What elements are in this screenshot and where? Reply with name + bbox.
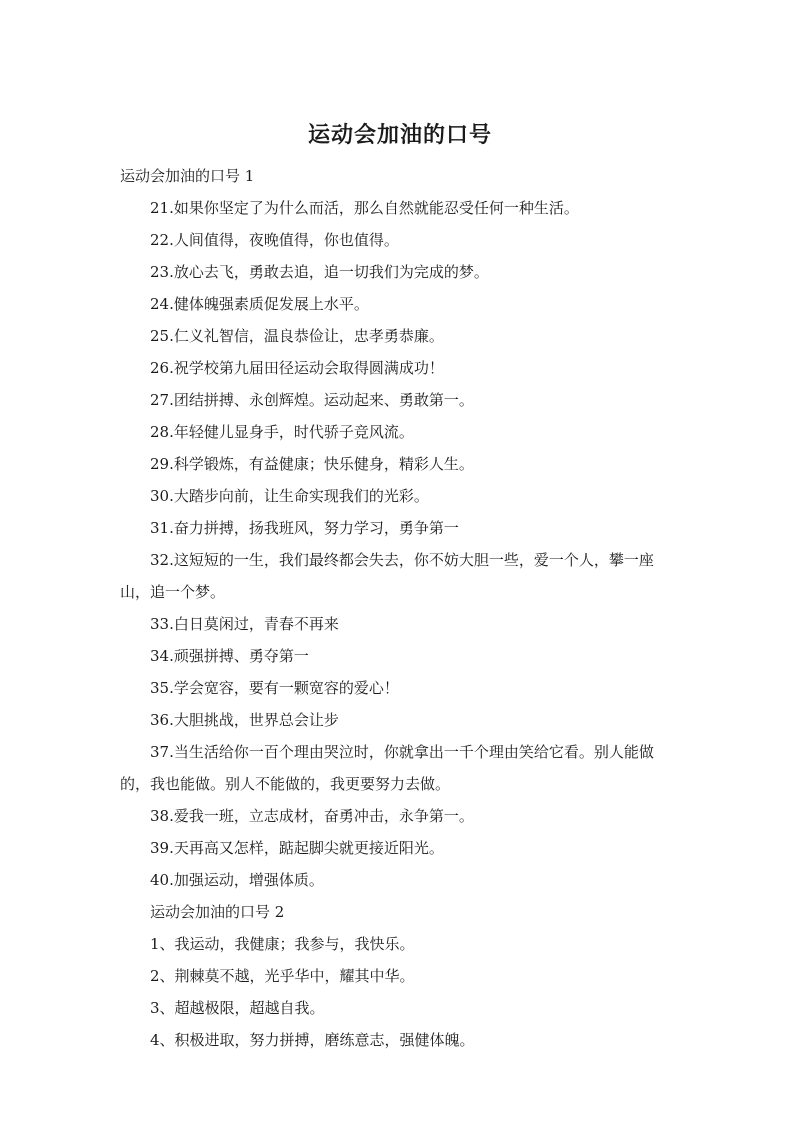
paragraph: 3、超越极限，超越自我。: [150, 999, 325, 1017]
paragraph: 34.顽强拼搏、勇夺第一: [150, 647, 309, 665]
paragraph: 24.健体魄强素质促发展上水平。: [150, 295, 369, 313]
paragraph: 38.爱我一班，立志成材，奋勇冲击，永争第一。: [150, 807, 474, 825]
paragraph: 29.科学锻炼，有益健康；快乐健身，精彩人生。: [150, 455, 474, 473]
paragraph: 36.大胆挑战，世界总会让步: [150, 711, 339, 729]
paragraph: 运动会加油的口号 1: [120, 167, 255, 185]
paragraph: 32.这短短的一生，我们最终都会失去，你不妨大胆一些，爱一个人，攀一座山，追一个梦。: [120, 551, 654, 601]
paragraph: 26.祝学校第九届田径运动会取得圆满成功！: [150, 359, 444, 377]
paragraph: 35.学会宽容，要有一颗宽容的爱心！: [150, 679, 399, 697]
paragraph: 40.加强运动，增强体质。: [150, 871, 324, 889]
document-body: [120, 160, 682, 1056]
paragraph: 运动会加油的口号 2: [150, 903, 285, 921]
paragraph: 2、荆棘莫不越，光乎华中，耀其中华。: [150, 967, 415, 985]
paragraph: 37.当生活给你一百个理由哭泣时，你就拿出一千个理由笑给它看。别人能做的，我也能做。别人不能做的，我更要努力去做。: [120, 743, 654, 793]
paragraph: 25.仁义礼智信，温良恭俭让，忠孝勇恭廉。: [150, 327, 444, 345]
paragraph: 33.白日莫闲过，青春不再来: [150, 615, 339, 633]
document-title: 运动会加油的口号: [307, 123, 492, 148]
paragraph: 30.大踏步向前，让生命实现我们的光彩。: [150, 487, 429, 505]
paragraph: 22.人间值得，夜晚值得，你也值得。: [150, 231, 399, 249]
paragraph: 39.天再高又怎样，踮起脚尖就更接近阳光。: [150, 839, 444, 857]
paragraph: 1、我运动，我健康；我参与，我快乐。: [150, 935, 415, 953]
paragraph: 21.如果你坚定了为什么而活，那么自然就能忍受任何一种生活。: [150, 199, 579, 217]
paragraph: 28.年轻健儿显身手，时代骄子竞风流。: [150, 423, 414, 441]
paragraph: 31.奋力拼搏，扬我班风，努力学习，勇争第一: [150, 519, 459, 537]
paragraph: 27.团结拼搏、永创辉煌。运动起来、勇敢第一。: [150, 391, 474, 409]
paragraph: 23.放心去飞，勇敢去追，追一切我们为完成的梦。: [150, 263, 489, 281]
paragraph: 4、积极进取，努力拼搏，磨练意志，强健体魄。: [150, 1031, 475, 1049]
